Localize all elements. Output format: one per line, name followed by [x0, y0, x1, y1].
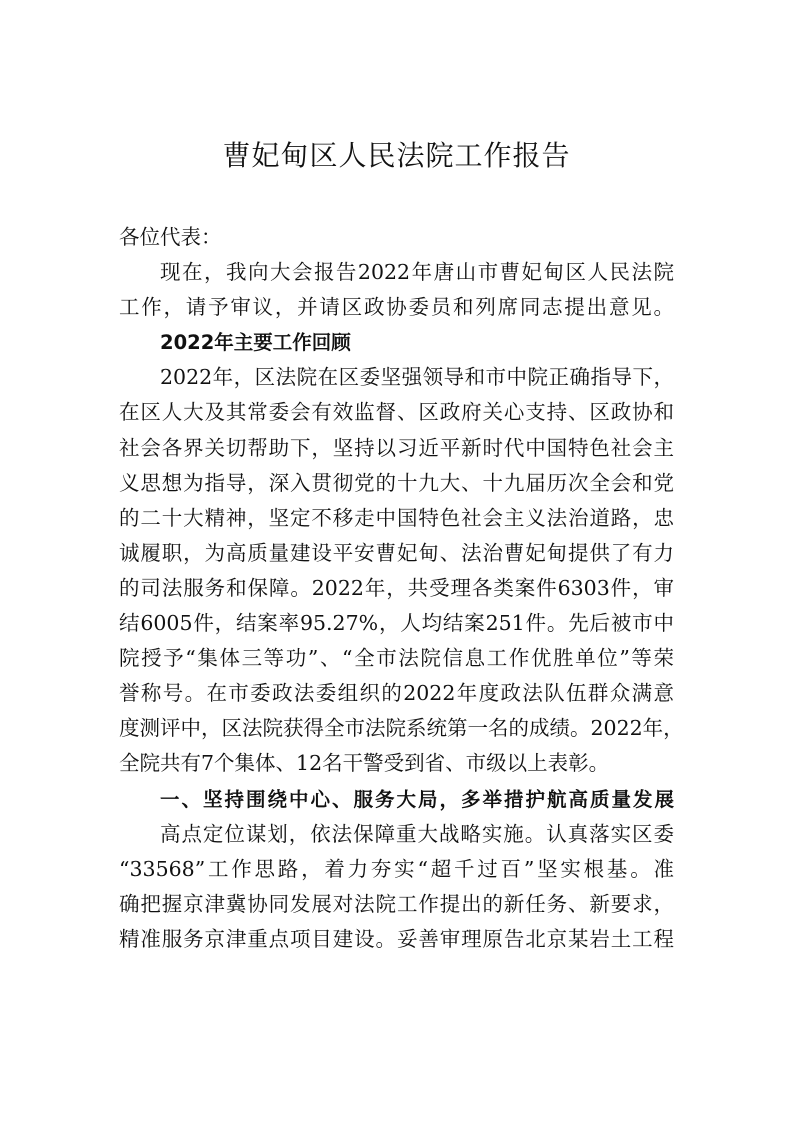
text-line: 现在，我向大会报告2022年唐山市曹妃甸区人民法院: [160, 260, 674, 285]
text-line: 各位代表：: [119, 225, 222, 249]
text-line: 2022年，区法院在区委坚强领导和市中院正确指导下，: [160, 365, 674, 390]
text-line: 院授予“集体三等功”、“全市法院信息工作优胜单位”等荣: [119, 646, 674, 671]
report-body: [119, 220, 684, 957]
text-line: 度测评中，区法院获得全市法院系统第一名的成绩。2022年，: [119, 716, 684, 741]
text-line: 诚履职，为高质量建设平安曹妃甸、法治曹妃甸提供了有力: [119, 540, 674, 565]
text-line: 确把握京津冀协同发展对法院工作提出的新任务、新要求，: [119, 891, 674, 916]
text-line: 工作，请予审议，并请区政协委员和列席同志提出意见。: [119, 295, 674, 320]
text-line: 高点定位谋划，依法保障重大战略实施。认真落实区委: [160, 821, 674, 846]
text-line: 结6005件，结案率95.27%，人均结案251件。先后被市中: [119, 611, 674, 636]
text-line: 誉称号。在市委政法委组织的2022年度政法队伍群众满意: [119, 681, 674, 706]
text-line: 精准服务京津重点项目建设。妥善审理原告北京某岩土工程: [119, 926, 674, 951]
text-line: 社会各界关切帮助下，坚持以习近平新时代中国特色社会主: [119, 435, 674, 460]
section-heading: 2022年主要工作回顾: [160, 331, 351, 355]
page-title: 曹妃甸区人民法院工作报告: [222, 139, 571, 172]
text-line: 在区人大及其常委会有效监督、区政府关心支持、区政协和: [119, 400, 674, 425]
text-line: “33568”工作思路，着力夯实“超千过百”坚实根基。准: [119, 856, 674, 881]
text-line: 的司法服务和保障。2022年，共受理各类案件6303件，审: [119, 575, 674, 600]
text-line: 义思想为指导，深入贯彻党的十九大、十九届历次全会和党: [119, 470, 674, 495]
text-line: 的二十大精神，坚定不移走中国特色社会主义法治道路，忠: [119, 505, 674, 530]
section-heading: 一、坚持围绕中心、服务大局，多举措护航高质量发展: [160, 787, 674, 811]
text-line: 全院共有7个集体、12名干警受到省、市级以上表彰。: [119, 751, 610, 776]
